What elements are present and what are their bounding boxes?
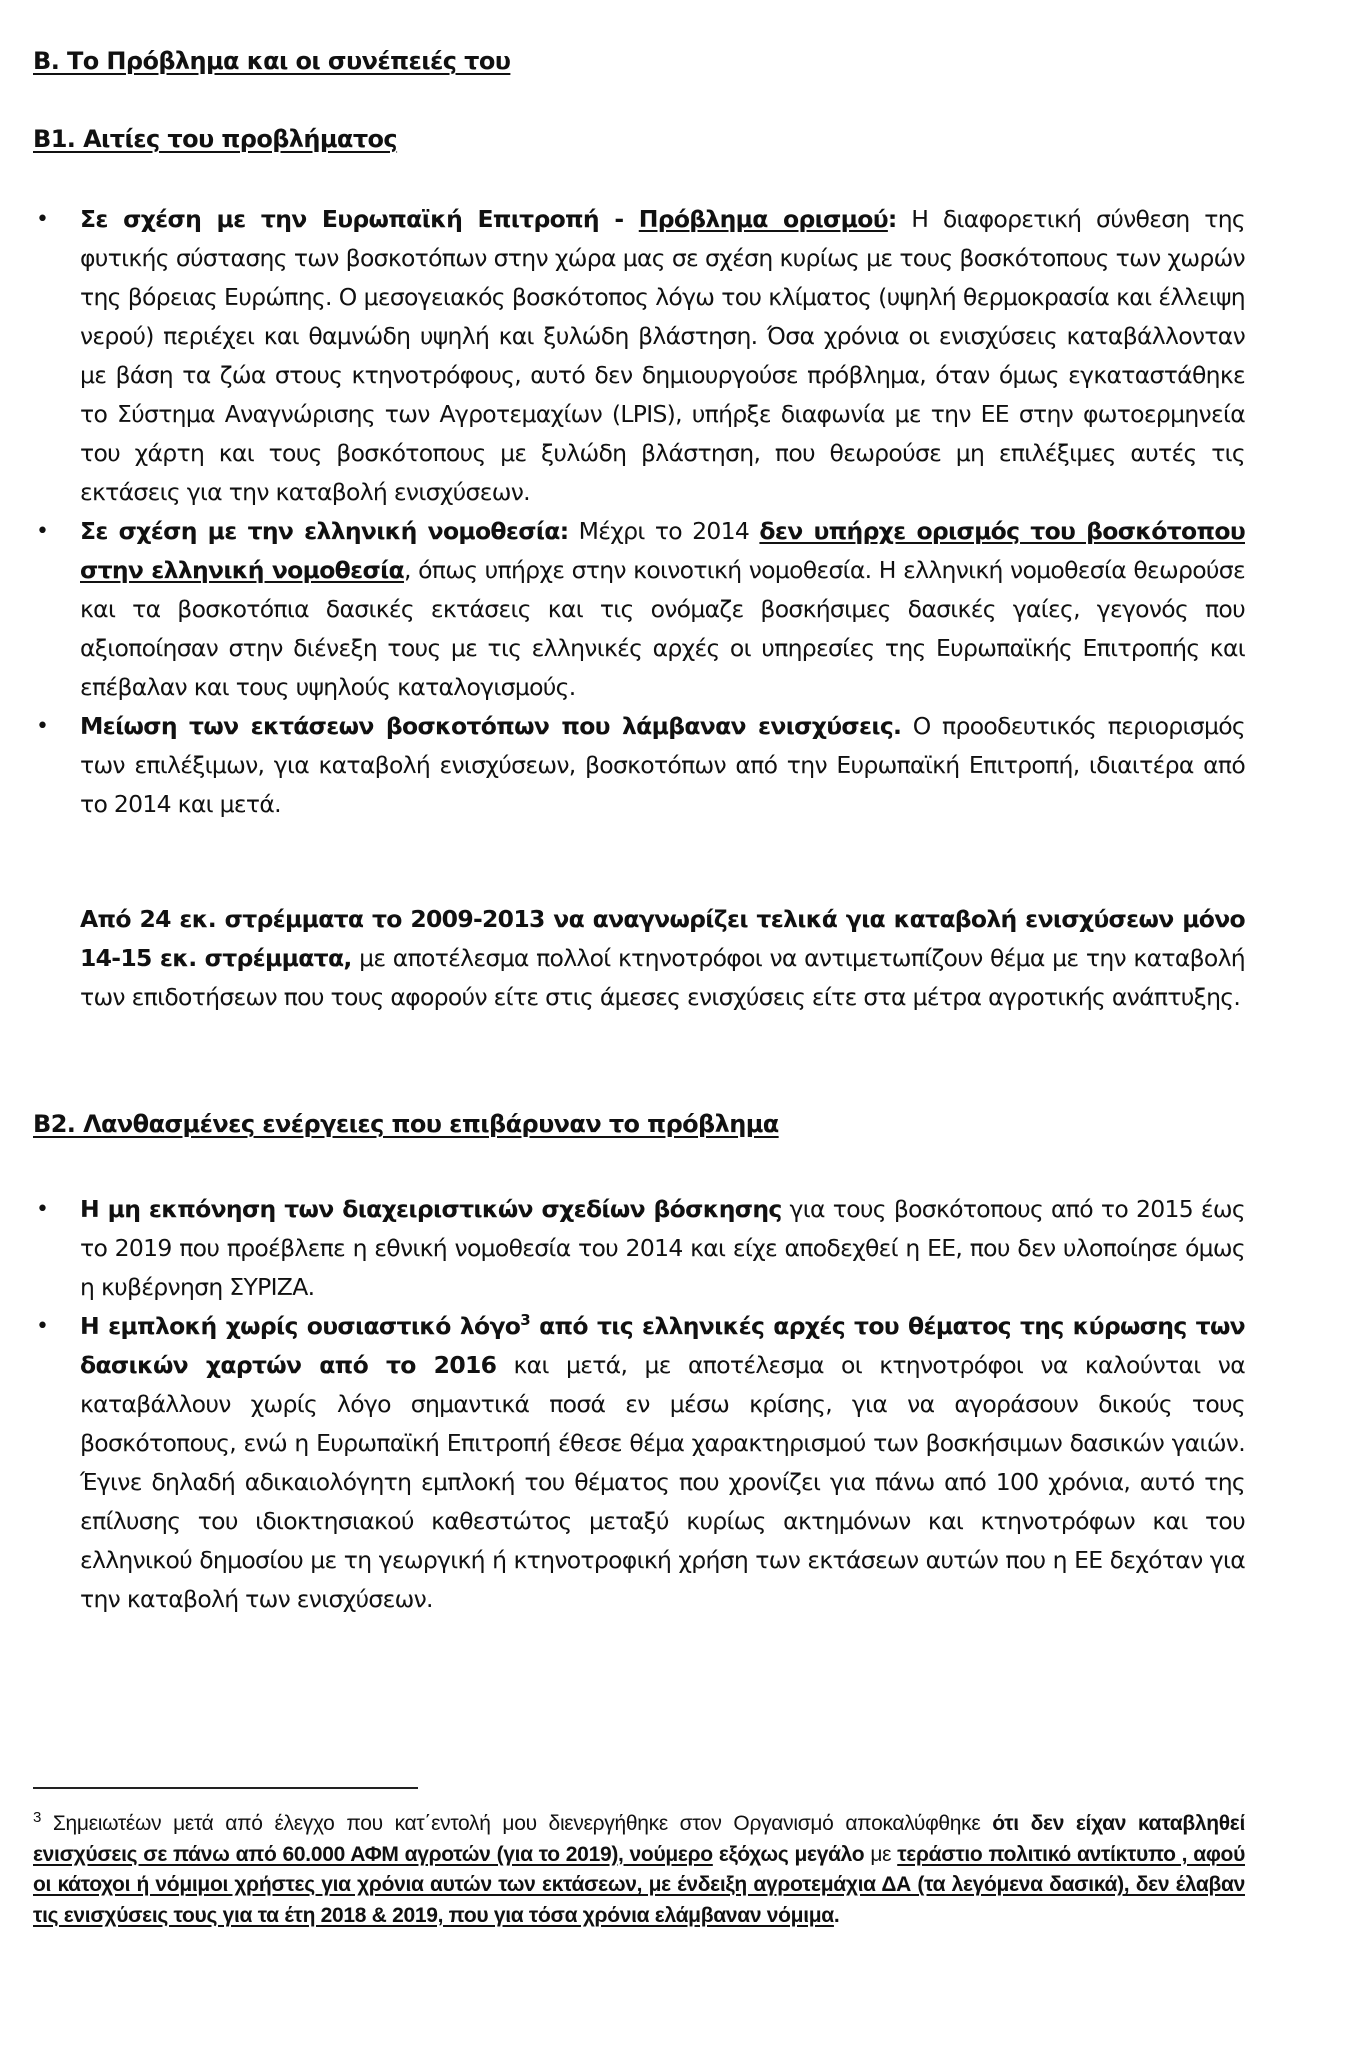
item-text: Ο προοδευτικός περιορισμός των επιλέξιμων, για καταβολή ενισχύσεων, βοσκοτόπων από την Ευρωπαϊκή Επιτροπή, ιδιαιτέρα από το 2014 και μετά. xyxy=(80,712,1245,818)
section-b-heading: B. Το Πρόβλημα και οι συνέπειές του xyxy=(33,47,511,75)
item-text: και μετά, με αποτέλεσμα οι κτηνοτρόφοι να καλούνται να καταβάλλουν χωρίς λόγο σημαντικά ποσά εν μέσω κρίσης, για να αγοράσουν δικούς τους βοσκότοπους, ενώ η Ευρωπαϊκή Επιτροπή έθεσε θέμα χαρακτηρισμού των βοσκήσιμων δασικών γαιών. Έγινε δηλαδή αδικαιολόγητη εμπλοκή του θέματος που χρονίζει για πάνω από 100 χρόνια, αυτό της επίλυσης του ιδιοκτησιακού καθεστώτος μεταξύ κυρίως ακτημόνων και κτηνοτρόφων και του ελληνικού δημοσίου με τη γεωργική ή κτηνοτροφική χρήση των εκτάσεων αυτών που η ΕΕ δεχόταν για την καταβολή των ενισχύσεων. xyxy=(80,1351,1245,1613)
item-emphasis: δεν υπήρχε ορισμός του βοσκότοπου στην ελληνική νομοθεσία xyxy=(80,517,1245,584)
list-item-greek-legislation xyxy=(0,512,1245,707)
list-item-grazing-plans xyxy=(0,1190,1245,1307)
footnote-3: $^3$ Σημειωτέων μετά από έλεγχο που κατ΄εντολή μου διενεργήθηκε στον Οργανισμό αποκαλύφθηκε ότι δεν είχαν καταβληθεί ενισχύσεις σε πάνω από 60.000 ΑΦΜ αγροτών (για το 2019), νούμερο εξόχως μεγάλο με τεράστιο πολιτικό αντίκτυπο , αφού οι κάτοχοι ή νόμιμοι χρήστες για χρόνια αυτών των εκτάσεων, με ένδειξη αγροτεμάχια ΔΑ (τα λεγόμενα δασικά), δεν έλαβαν τις ενισχύσεις τους για τα έτη 2018 & 2019, που για τόσα χρόνια ελάμβαναν νόμιμα. xyxy=(33,1809,1245,1927)
footnote-emphasis: ενισχύσεις σε πάνω από 60.000 ΑΦΜ αγροτών (για το 2019), νούμερο xyxy=(33,1842,713,1866)
footnote-separator xyxy=(33,1787,418,1789)
bullet-icon: • xyxy=(36,1314,49,1339)
b2-actions-list xyxy=(0,1190,1370,1619)
bullet-icon: • xyxy=(36,714,49,739)
item-text: Μέχρι το 2014 xyxy=(568,517,760,545)
footnote-reference[interactable]: 3 xyxy=(520,1311,530,1330)
item-lead: Σε σχέση με την Ευρωπαϊκή Επιτροπή - xyxy=(80,205,639,233)
detail-text: με αποτέλεσμα πολλοί κτηνοτρόφοι να αντιμετωπίζουν θέμα με την καταβολή των επιδοτήσεων που τους αφορούν είτε στις άμεσες ενισχύσεις είτε στα μέτρα αγροτικής ανάπτυξης. xyxy=(80,944,1245,1011)
item-lead: από τις ελληνικές αρχές του θέματος της κύρωσης των δασικών χαρτών από το 2016 xyxy=(80,1312,1245,1379)
item-lead: Η μη εκπόνηση των διαχειριστικών σχεδίων βόσκησης xyxy=(80,1195,782,1223)
footnote-emphasis: τεράστιο πολιτικό αντίκτυπο , αφού οι κάτοχοι ή νόμιμοι χρήστες για χρόνια αυτών των εκτάσεων, με ένδειξη αγροτεμάχια ΔΑ (τα λεγόμενα δασικά), δεν έλαβαν τις ενισχύσεις τους για τα έτη 2018 & 2019, που για τόσα χρόνια ελάμβαναν νόμιμα xyxy=(33,1842,1245,1927)
section-b1-heading: B1. Αιτίες του προβλήματος xyxy=(33,125,398,153)
b1-causes-list xyxy=(0,200,1370,824)
list-item-area-reduction xyxy=(0,707,1245,824)
item-lead: Σε σχέση με την ελληνική νομοθεσία: xyxy=(80,517,569,545)
item-lead: Μείωση των εκτάσεων βοσκοτόπων που λάμβαναν ενισχύσεις. xyxy=(80,712,902,740)
list-item-forest-maps xyxy=(0,1307,1245,1619)
item-text: για τους βοσκότοπους από το 2015 έως το 2019 που προέβλεπε η εθνική νομοθεσία του 2014 και είχε αποδεχθεί η ΕΕ, που δεν υλοποίησε όμως η κυβέρνηση ΣΥΡΙΖΑ. xyxy=(80,1195,1245,1301)
item-text: , όπως υπήρχε στην κοινοτική νομοθεσία. Η ελληνική νομοθεσία θεωρούσε και τα βοσκοτόπια δασικές εκτάσεις και τις ονόμαζε βοσκήσιμες δασικές γαίες, γεγονός που αξιοποίησαν στην διένεξη τους με τις ελληνικές αρχές οι υπηρεσίες της Ευρωπαϊκής Επιτροπής και επέβαλαν και τους υψηλούς καταλογισμούς. xyxy=(80,556,1245,701)
item-text: Η διαφορετική σύνθεση της φυτικής σύστασης των βοσκοτόπων στην χώρα μας σε σχέση κυρίως με τους βοσκότοπους των χωρών της βόρειας Ευρώπης. Ο μεσογειακός βοσκότοπος λόγω του κλίματος (υψηλή θερμοκρασία και έλλειψη νερού) περιέχει και θαμνώδη υψηλή και ξυλώδη βλάστηση. Όσα χρόνια οι ενισχύσεις καταβάλλονταν με βάση τα ζώα στους κτηνοτρόφους, αυτό δεν δημιουργούσε πρόβλημα, όταν όμως εγκαταστάθηκε το Σύστημα Αναγνώρισης των Αγροτεμαχίων (LPIS), υπήρξε διαφωνία με την ΕΕ στην φωτοερμηνεία του χάρτη και τους βοσκότοπους με ξυλώδη βλάστηση, που θεωρούσε μη επιλέξιμες αυτές τις εκτάσεις για την καταβολή ενισχύσεων. xyxy=(80,205,1245,506)
bullet-icon: • xyxy=(36,1197,49,1222)
section-b2-heading: B2. Λανθασμένες ενέργειες που επιβάρυναν το πρόβλημα xyxy=(33,1110,779,1138)
bullet-icon: • xyxy=(36,207,49,232)
item-lead: Η εμπλοκή χωρίς ουσιαστικό λόγο xyxy=(80,1312,521,1340)
footnote-marker: 3 xyxy=(33,1809,42,1826)
detail-lead: Από 24 εκ. στρέμματα το 2009-2013 να αναγνωρίζει τελικά για καταβολή ενισχύσεων μόνο 14-15 εκ. στρέμματα, xyxy=(80,905,1245,972)
area-reduction-detail xyxy=(0,900,1245,1017)
list-item-european-commission: • Σε σχέση με την Ευρωπαϊκή Επιτροπή - Πρόβλημα ορισμού: Η διαφορετική σύνθεση της φυτικής σύστασης των βοσκοτόπων στην χώρα μας σε σχέση κυρίως με τους βοσκότοπους των χωρών της βόρειας Ευρώπης. Ο μεσογειακός βοσκότοπος λόγω του κλίματος (υψηλή θερμοκρασία και έλλειψη νερού) περιέχει και θαμνώδη υψηλή και ξυλώδη βλάστηση. Όσα χρόνια οι ενισχύσεις καταβάλλονταν με βάση τα ζώα στους κτηνοτρόφους, αυτό δεν δημιουργούσε πρόβλημα, όταν όμως εγκαταστάθηκε το Σύστημα Αναγνώρισης των Αγροτεμαχίων (LPIS), υπήρξε διαφωνία με την ΕΕ στην φωτοερμηνεία του χάρτη και τους βοσκότοπους με ξυλώδη βλάστηση, που θεωρούσε μη επιλέξιμες αυτές τις εκτάσεις για την καταβολή ενισχύσεων. xyxy=(0,200,1245,512)
bullet-icon: • xyxy=(36,519,49,544)
item-lead-underlined: Πρόβλημα ορισμού xyxy=(638,205,888,233)
